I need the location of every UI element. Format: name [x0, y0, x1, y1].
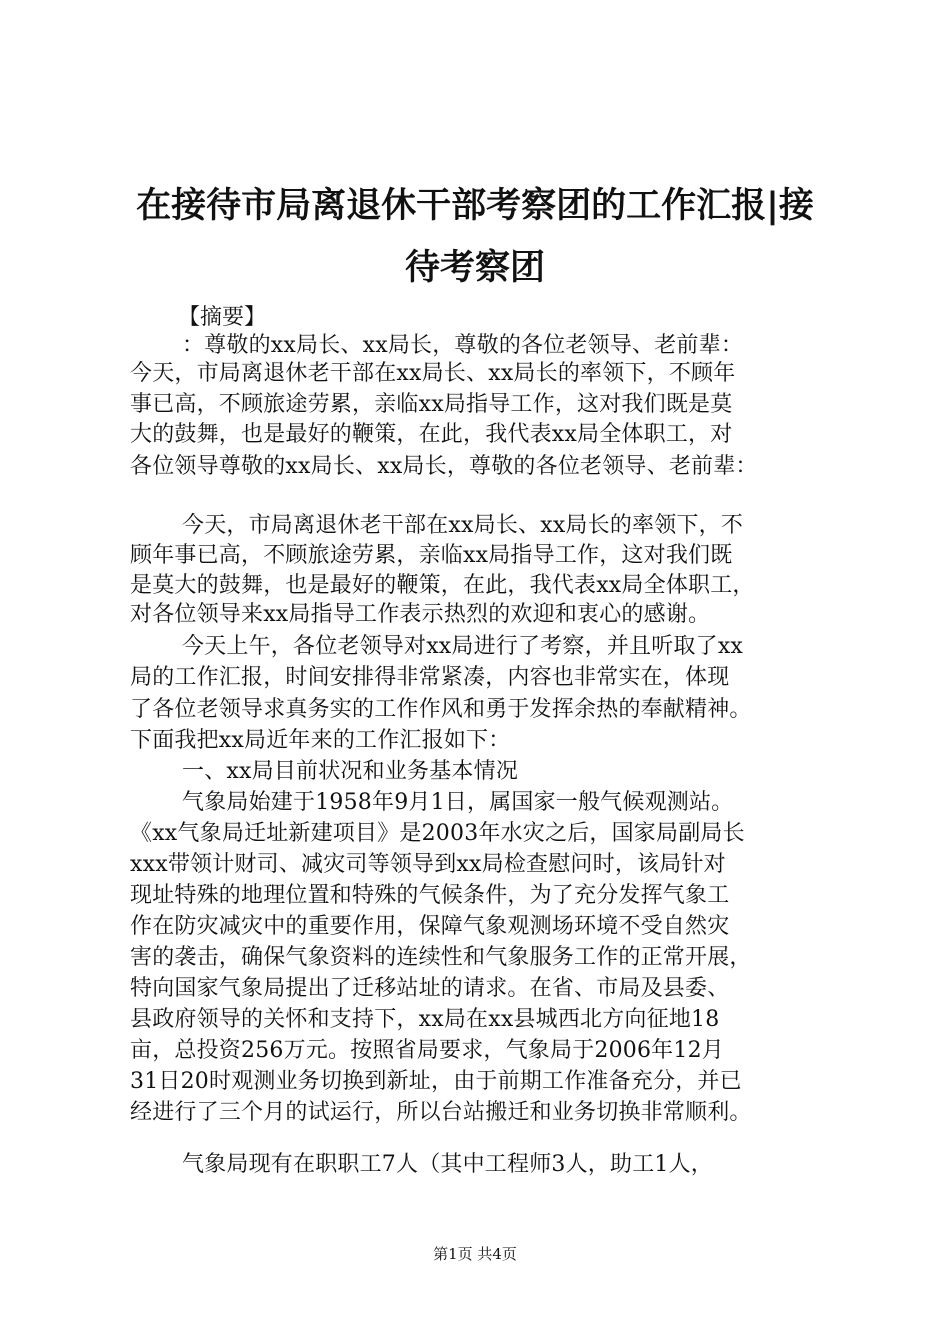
body-line: 亩，总投资256万元。按照省局要求，气象局于2006年12月: [130, 1038, 724, 1063]
page-footer: 第1页 共4页: [433, 1245, 517, 1263]
document-title-line-1: 在接待市局离退休干部考察团的工作汇报|接: [136, 186, 814, 226]
body-line: 气象局现有在职职工7人（其中工程师3人，助工1人，: [182, 1152, 713, 1177]
body-line: 今天上午，各位老领导对xx局进行了考察，并且听取了xx: [182, 634, 744, 659]
section-heading: 一、xx局目前状况和业务基本情况: [182, 759, 519, 784]
document-title-line-2: 待考察团: [404, 248, 545, 288]
body-line: 了各位老领导求真务实的工作作风和勇于发挥余热的奉献精神。: [130, 697, 752, 722]
body-line: 气象局始建于1958年9月1日，属国家一般气候观测站。: [182, 790, 734, 815]
body-line: 31日20时观测业务切换到新址，由于前期工作准备充分，并已: [130, 1069, 742, 1094]
body-line: 害的袭击，确保气象资料的连续性和气象服务工作的正常开展，: [130, 945, 752, 970]
body-line: 县政府领导的关怀和支持下，xx局在xx县城西北方向征地18: [130, 1007, 720, 1032]
body-line: 是莫大的鼓舞，也是最好的鞭策，在此，我代表xx局全体职工，: [130, 573, 755, 598]
body-line: 《xx气象局迁址新建项目》是2003年水灾之后，国家局副局长: [130, 821, 745, 846]
body-line: 顾年事已高，不顾旅途劳累，亲临xx局指导工作，这对我们既: [130, 543, 733, 568]
body-line: 作在防灾减灾中的重要作用，保障气象观测场环境不受自然灾: [130, 914, 730, 939]
body-line: 大的鼓舞，也是最好的鞭策，在此，我代表xx局全体职工，对: [130, 422, 733, 447]
body-line: 特向国家气象局提出了迁移站址的请求。在省、市局及县委、: [130, 976, 730, 1001]
body-line: 今天，市局离退休老干部在xx局长、xx局长的率领下，不顾年: [130, 361, 736, 386]
body-line: ：尊敬的xx局长、xx局长，尊敬的各位老领导、老前辈：: [182, 333, 744, 358]
body-line: 对各位领导来xx局指导工作表示热烈的欢迎和衷心的感谢。: [130, 602, 711, 627]
body-line: 下面我把xx局近年来的工作汇报如下：: [130, 728, 511, 753]
body-line: 今天，市局离退休老干部在xx局长、xx局长的率领下，不: [182, 513, 744, 538]
body-line: 经进行了三个月的试运行，所以台站搬迁和业务切换非常顺利。: [130, 1100, 752, 1125]
body-line: 各位领导尊敬的xx局长、xx局长，尊敬的各位老领导、老前辈：: [130, 454, 758, 479]
body-line: 事已高，不顾旅途劳累，亲临xx局指导工作，这对我们既是莫: [130, 392, 733, 417]
body-line: 现址特殊的地理位置和特殊的气候条件，为了充分发挥气象工: [130, 883, 730, 908]
body-line: 局的工作汇报，时间安排得非常紧凑，内容也非常实在，体现: [130, 665, 730, 690]
abstract-label: 【摘要】: [178, 305, 267, 330]
body-line: xxx带领计财司、减灾司等领导到xx局检查慰问时，该局针对: [130, 852, 726, 877]
